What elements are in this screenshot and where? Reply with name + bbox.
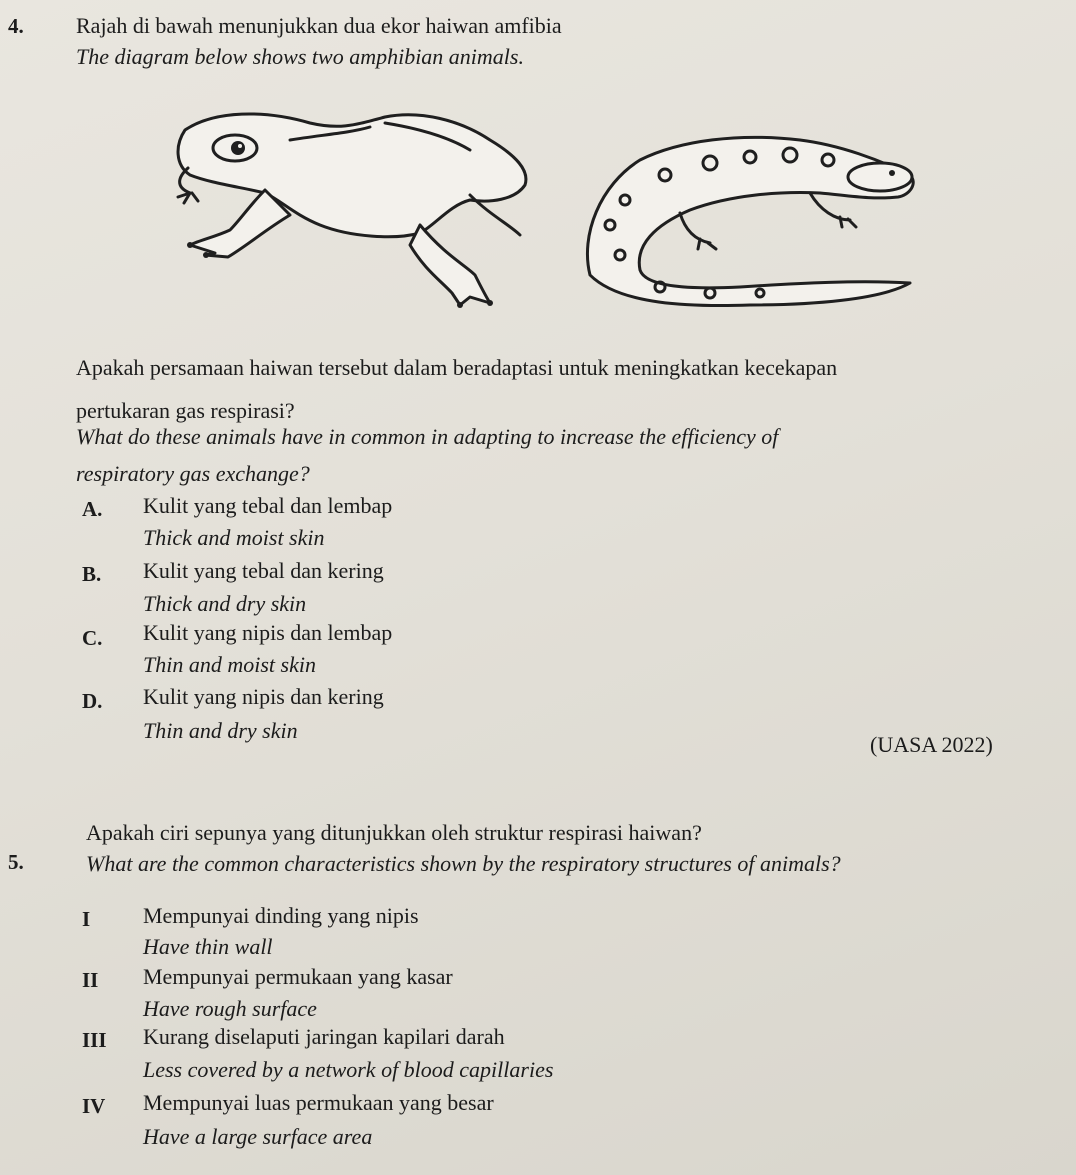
statement-i-en: Have thin wall [143, 934, 273, 959]
statement-iii-ms: Kurang diselaputi jaringan kapilari darah [143, 1024, 505, 1049]
statement-iv-label: IV [82, 1094, 106, 1118]
question-4-intro-ms: Rajah di bawah menunjukkan dua ekor haiwan amfibia [76, 13, 562, 38]
question-5-text-en: What are the common characteristics shown by the respiratory structures of animals? [86, 851, 841, 876]
option-b-letter: B. [82, 562, 102, 586]
option-c-en: Thin and moist skin [143, 652, 316, 677]
option-b-en: Thick and dry skin [143, 591, 307, 616]
option-a-ms: Kulit yang tebal dan lembap [143, 493, 393, 518]
question-4-number: 4. [8, 14, 24, 38]
question-5-number: 5. [8, 850, 24, 874]
question-4-text-ms-line1: Apakah persamaan haiwan tersebut dalam beradaptasi untuk meningkatkan kecekapan [76, 355, 838, 380]
option-d-en: Thin and dry skin [143, 718, 298, 743]
option-a-en: Thick and moist skin [143, 525, 325, 550]
option-d-letter: D. [82, 689, 103, 713]
question-4-text-ms-line2: pertukaran gas respirasi? [76, 398, 295, 423]
statement-ii-ms: Mempunyai permukaan yang kasar [143, 964, 453, 989]
option-d-ms: Kulit yang nipis dan kering [143, 684, 384, 709]
option-c-letter: C. [82, 626, 103, 650]
option-c-ms: Kulit yang nipis dan lembap [143, 620, 393, 645]
statement-ii-label: II [82, 968, 99, 992]
statement-iii-label: III [82, 1028, 107, 1052]
statement-i-ms: Mempunyai dinding yang nipis [143, 903, 419, 928]
question-4-intro-en: The diagram below shows two amphibian animals. [76, 44, 524, 69]
question-4-text-en-line1: What do these animals have in common in adapting to increase the efficiency of [76, 424, 779, 449]
statement-iv-ms: Mempunyai luas permukaan yang besar [143, 1090, 494, 1115]
frog-illustration [170, 105, 550, 315]
statement-iv-en: Have a large surface area [143, 1124, 373, 1149]
statement-i-label: I [82, 907, 91, 931]
question-4-text-en-line2: respiratory gas exchange? [76, 461, 310, 486]
statement-ii-en: Have rough surface [143, 996, 317, 1021]
statement-iii-en: Less covered by a network of blood capillaries [143, 1057, 554, 1082]
question-4-source: (UASA 2022) [870, 732, 993, 757]
salamander-illustration [580, 115, 920, 315]
question-5-text-ms: Apakah ciri sepunya yang ditunjukkan oleh struktur respirasi haiwan? [86, 820, 702, 845]
option-a-letter: A. [82, 497, 103, 521]
option-b-ms: Kulit yang tebal dan kering [143, 558, 384, 583]
